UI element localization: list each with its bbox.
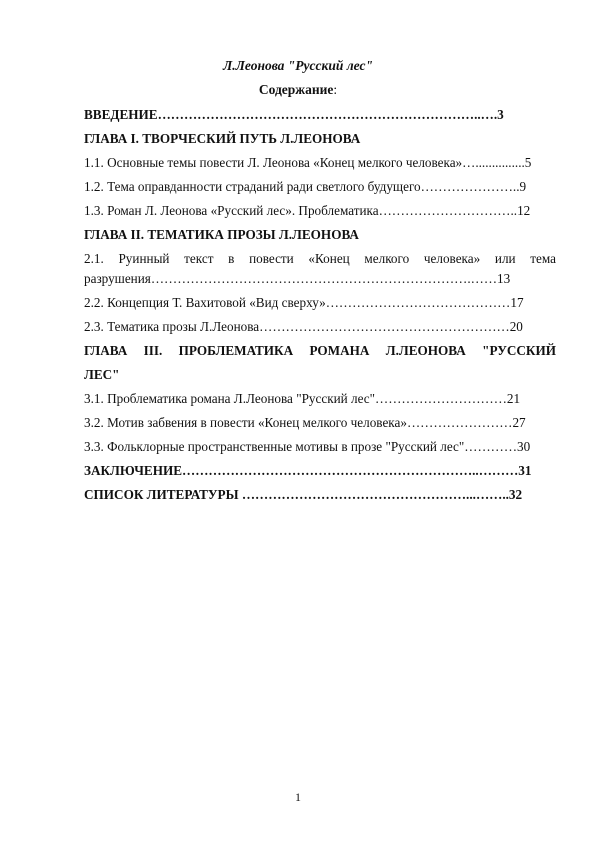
toc-entry: 1.2. Тема оправданности страданий ради светлого будущего…………………..9 xyxy=(84,179,527,194)
toc-entry: 3.3. Фольклорные пространственные мотивы в прозе "Русский лес"…………30 xyxy=(84,439,531,454)
toc-entry: 3.1. Проблематика романа Л.Леонова "Русский лес"…………………………21 xyxy=(84,391,521,406)
toc-entry: ЗАКЛЮЧЕНИЕ…………………………………………………………..………31 xyxy=(84,463,532,478)
toc-entry: 1.1. Основные темы повести Л. Леонова «Конец мелкого человека»…...............5 xyxy=(84,155,532,170)
contents-colon: : xyxy=(333,82,338,97)
toc-entry: ГЛАВА III. ПРОБЛЕМАТИКА РОМАНА Л.ЛЕОНОВА "РУССКИЙ xyxy=(84,343,556,358)
toc-entry: разрушения……………………………………………………………….……13 xyxy=(84,271,511,286)
toc-entry: 2.2. Концепция Т. Вахитовой «Вид сверху»……………………………………17 xyxy=(84,295,524,310)
page-number: 1 xyxy=(295,790,301,804)
contents-label: Содержание xyxy=(258,82,334,97)
toc-entry: СПИСОК ЛИТЕРАТУРЫ ……………………………………………...……..32 xyxy=(84,487,523,502)
document-title: Л.Леонова "Русский лес" xyxy=(223,58,373,73)
toc-entry: 2.3. Тематика прозы Л.Леонова…………………………………………………20 xyxy=(84,319,523,334)
toc-entry: ЛЕС" xyxy=(84,367,120,382)
toc-entry: ГЛАВА I. ТВОРЧЕСКИЙ ПУТЬ Л.ЛЕОНОВА xyxy=(84,131,361,146)
toc-entry: 2.1. Руинный текст в повести «Конец мелкого человека» или тема xyxy=(84,251,556,266)
toc-entry: 1.3. Роман Л. Леонова «Русский лес». Проблематика…………………………..12 xyxy=(84,203,531,218)
toc-entry: 3.2. Мотив забвения в повести «Конец мелкого человека»……………………27 xyxy=(84,415,526,430)
contents-heading xyxy=(0,82,596,98)
toc-entry: ВВЕДЕНИЕ………………………………………………………………..….3 xyxy=(84,107,504,122)
toc-entry: ГЛАВА II. ТЕМАТИКА ПРОЗЫ Л.ЛЕОНОВА xyxy=(84,227,359,242)
